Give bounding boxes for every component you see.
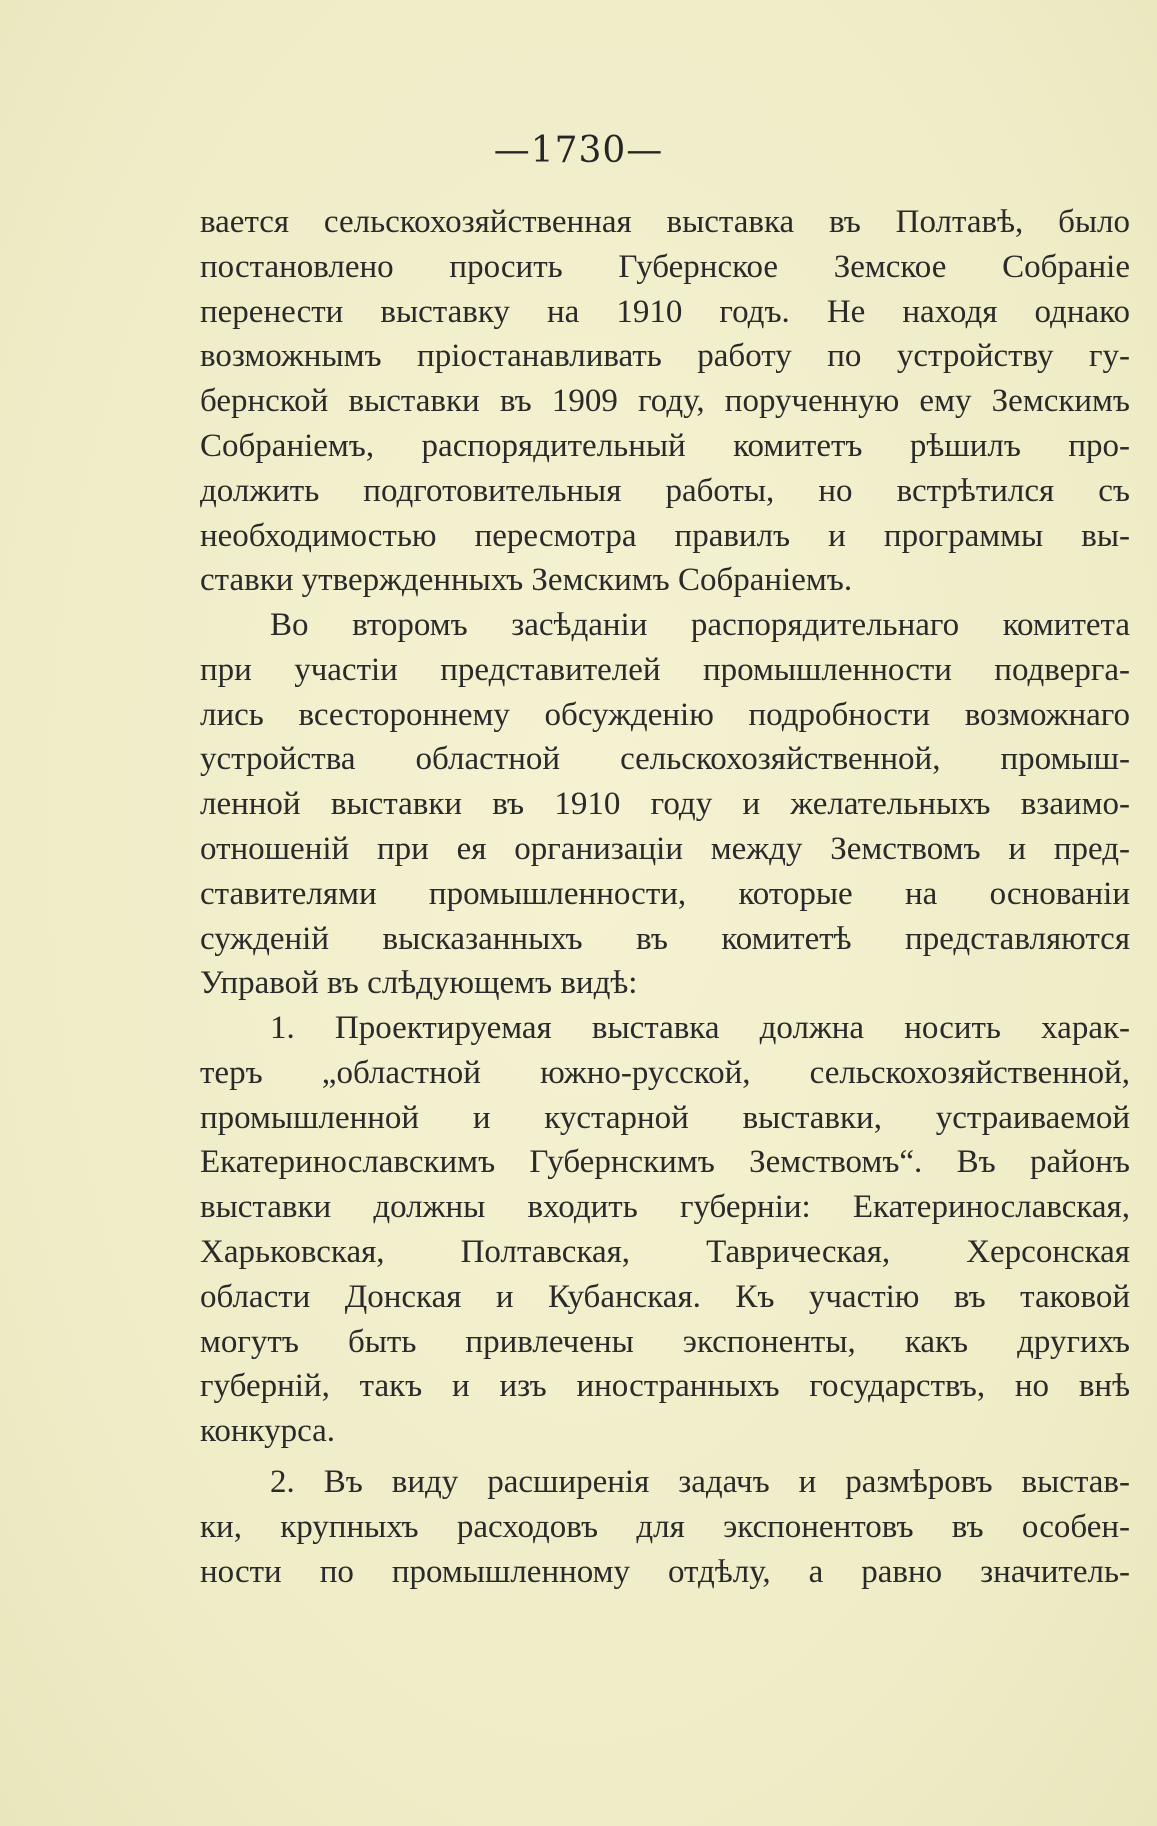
text-line: 1. Проектируемая выставка должна носить харак- — [270, 1010, 1130, 1046]
text-line: перенести выставку на 1910 годъ. Не находя однако — [200, 293, 1130, 330]
paragraph-4 — [200, 1460, 1130, 1594]
text-line: 2. Въ виду расширенія задачъ и размѣровъ выстав- — [270, 1464, 1130, 1500]
text-line: вается сельскохозяйственная выставка въ Полтавѣ, было — [200, 204, 1130, 240]
text-line: теръ „областной южно-русской, сельскохозяйственной, — [200, 1054, 1130, 1091]
text-line: конкурса. — [200, 1413, 336, 1450]
text-line: ставителями промышленности, которые на основаніи — [200, 875, 1130, 912]
text-line: Во второмъ засѣданіи распорядительнаго комитета — [270, 607, 1130, 643]
text-line: выставки должны входить губерніи: Екатеринославская, — [200, 1189, 1130, 1226]
paragraph-1 — [200, 200, 1130, 603]
text-line: постановлено просить Губернское Земское Собраніе — [200, 248, 1130, 285]
text-line: должить подготовительныя работы, но встрѣтился съ — [200, 472, 1130, 509]
paragraph-2 — [200, 603, 1130, 1006]
text-line: Екатеринославскимъ Губернскимъ Земствомъ“. Въ районъ — [200, 1144, 1130, 1181]
text-line: области Донская и Кубанская. Къ участію въ таковой — [200, 1278, 1130, 1315]
text-line: лись всестороннему обсужденію подробности возможнаго — [200, 696, 1130, 733]
text-line: Собраніемъ, распорядительный комитетъ рѣшилъ про- — [200, 427, 1130, 464]
text-line: отношеній при ея организаціи между Земствомъ и пред- — [200, 830, 1130, 867]
text-line: при участіи представителей промышленности подверга- — [200, 651, 1130, 688]
text-line: Управой въ слѣдующемъ видѣ: — [200, 965, 638, 1002]
text-line: Харьковская, Полтавская, Таврическая, Херсонская — [200, 1233, 1130, 1270]
text-line: возможнымъ пріостанавливать работу по устройству гу- — [200, 338, 1130, 375]
paragraph-3 — [200, 1006, 1130, 1454]
text-line: бернской выставки въ 1909 году, порученную ему Земскимъ — [200, 383, 1130, 420]
text-line: могутъ быть привлечены экспоненты, какъ другихъ — [200, 1323, 1130, 1360]
text-line: ленной выставки въ 1910 году и желательныхъ взаимо- — [200, 786, 1130, 823]
text-line: промышленной и кустарной выставки, устраиваемой — [200, 1099, 1130, 1136]
text-line: сужденій высказанныхъ въ комитетѣ представляются — [200, 920, 1130, 957]
text-line: устройства областной сельскохозяйственной, промыш- — [200, 741, 1130, 778]
text-line: ности по промышленному отдѣлу, а равно значитель- — [200, 1553, 1130, 1590]
text-line: необходимостью пересмотра правилъ и программы вы- — [200, 517, 1130, 554]
text-line: ки, крупныхъ расходовъ для экспонентовъ въ особен- — [200, 1508, 1130, 1545]
text-line: ставки утвержденныхъ Земскимъ Собраніемъ. — [200, 562, 853, 599]
text-line: губерній, такъ и изъ иностранныхъ государствъ, но внѣ — [200, 1368, 1130, 1405]
page-number: —1730— — [493, 130, 664, 171]
